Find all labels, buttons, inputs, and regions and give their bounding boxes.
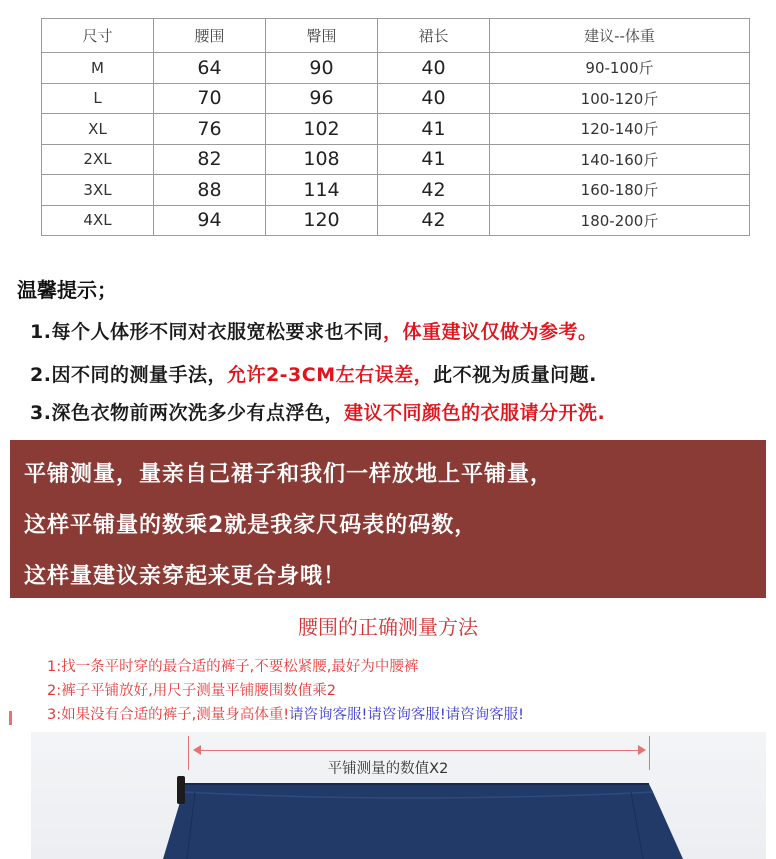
tip-text: 2.因不同的测量手法， <box>30 364 227 386</box>
decorative-mark <box>9 711 12 725</box>
cell-size: M <box>42 53 154 84</box>
cell-length: 40 <box>378 83 490 114</box>
header-hip: 臀围 <box>266 19 378 53</box>
header-skirt-length: 裙长 <box>378 19 490 53</box>
tips-title: 温馨提示； <box>17 278 117 302</box>
cell-length: 42 <box>378 175 490 206</box>
tip-item <box>30 317 597 344</box>
table-row <box>42 205 750 236</box>
table-row <box>42 175 750 206</box>
cell-size: XL <box>42 114 154 145</box>
cell-hip: 102 <box>266 114 378 145</box>
cell-weight: 100-120斤 <box>490 83 750 114</box>
cell-length: 41 <box>378 144 490 175</box>
header-size: 尺寸 <box>42 19 154 53</box>
tip-highlight: ，体重建议仅做为参考。 <box>382 321 598 343</box>
tip-after: 此不视为质量问题. <box>433 364 597 386</box>
cell-waist: 94 <box>154 205 266 236</box>
arrow-left-icon <box>193 745 201 755</box>
cell-size: 4XL <box>42 205 154 236</box>
cell-length: 40 <box>378 53 490 84</box>
table-row <box>42 144 750 175</box>
measure-label: 平铺测量的数值X2 <box>327 761 449 777</box>
cell-length: 42 <box>378 205 490 236</box>
method-title: 腰围的正确测量方法 <box>298 615 478 639</box>
step-text: 3:如果没有合适的裤子,测量身高体重! <box>47 707 290 723</box>
header-weight: 建议--体重 <box>490 19 750 53</box>
banner-line: 平铺测量，量亲自己裙子和我们一样放地上平铺量， <box>24 462 554 487</box>
cell-weight: 90-100斤 <box>490 53 750 84</box>
table-row <box>42 83 750 114</box>
cell-hip: 90 <box>266 53 378 84</box>
tip-highlight: 建议不同颜色的衣服请分开洗. <box>343 402 606 424</box>
table-row <box>42 114 750 145</box>
table-row <box>42 53 750 84</box>
cell-hip: 120 <box>266 205 378 236</box>
banner-line: 这样量建议亲穿起来更合身哦！ <box>24 564 347 589</box>
banner-line: 这样平铺量的数乘2就是我家尺码表的码数， <box>24 513 478 538</box>
cell-hip: 108 <box>266 144 378 175</box>
arrow-right-icon <box>638 745 646 755</box>
header-waist: 腰围 <box>154 19 266 53</box>
cell-hip: 114 <box>266 175 378 206</box>
table-header-row <box>42 19 750 53</box>
cell-waist: 88 <box>154 175 266 206</box>
cell-size: 3XL <box>42 175 154 206</box>
tip-item <box>30 398 605 425</box>
cell-weight: 160-180斤 <box>490 175 750 206</box>
cell-waist: 76 <box>154 114 266 145</box>
cell-weight: 180-200斤 <box>490 205 750 236</box>
tip-text: 3.深色衣物前两次洗多少有点浮色， <box>30 402 344 424</box>
method-step <box>47 703 524 724</box>
step-text: 2:裤子平铺放好,用尺子测量平铺腰围数值乘2 <box>47 683 336 699</box>
cell-waist: 64 <box>154 53 266 84</box>
step-text: 1:找一条平时穿的最合适的裤子,不要松紧腰,最好为中腰裤 <box>47 659 419 675</box>
measure-arrow-line <box>196 750 642 751</box>
method-step <box>47 655 418 676</box>
step-link-text: 请咨询客服!请咨询客服!请咨询客服! <box>289 707 524 723</box>
tip-item <box>30 360 597 387</box>
cell-size: L <box>42 83 154 114</box>
tip-text: 1.每个人体形不同对衣服宽松要求也不同 <box>30 321 383 343</box>
size-table <box>41 18 750 236</box>
cell-size: 2XL <box>42 144 154 175</box>
navy-skirt-illustration <box>31 732 766 859</box>
measurement-banner <box>10 440 766 598</box>
cell-weight: 120-140斤 <box>490 114 750 145</box>
cell-waist: 70 <box>154 83 266 114</box>
garment-photo <box>31 732 766 859</box>
tip-highlight: 允许2-3CM左右误差， <box>226 364 434 386</box>
cell-hip: 96 <box>266 83 378 114</box>
cell-weight: 140-160斤 <box>490 144 750 175</box>
cell-waist: 82 <box>154 144 266 175</box>
method-step <box>47 679 336 700</box>
cell-length: 41 <box>378 114 490 145</box>
